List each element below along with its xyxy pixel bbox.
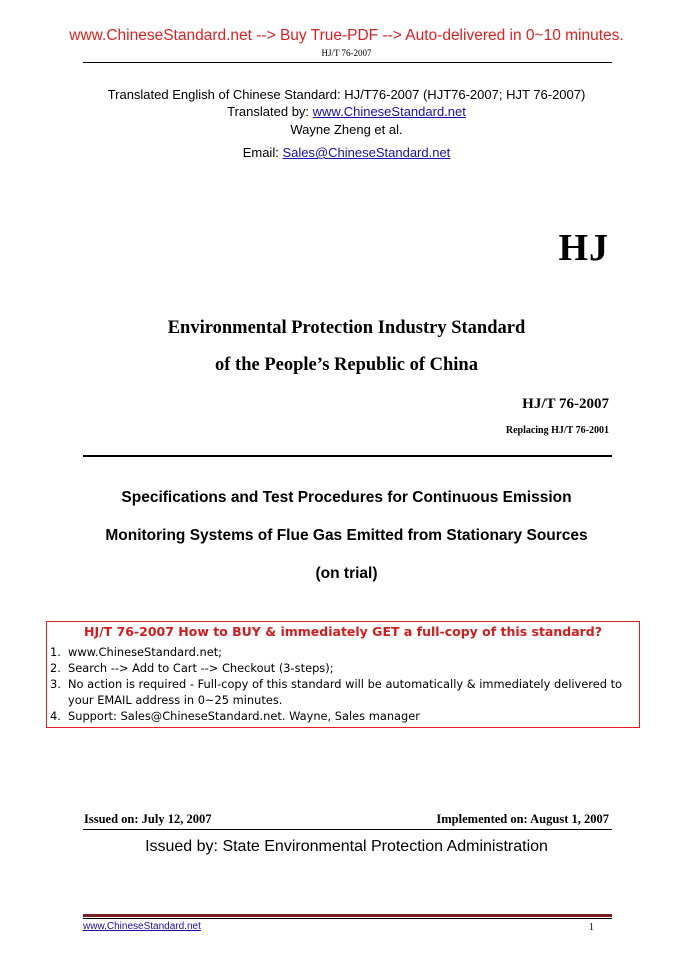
step-text: Search --> Add to Cart --> Checkout (3-steps); [68,661,334,675]
email-line [0,145,693,160]
issuing-authority: Issued by: State Environmental Protection Administration [145,838,548,855]
list-item: 2. Search --> Add to Cart --> Checkout (3-steps); [50,660,622,676]
translators: Wayne Zheng et al. [290,122,403,137]
purchase-box-title: HJ/T 76-2007 How to BUY & immediately GET a full-copy of this standard? [83,624,603,639]
header-divider [83,62,612,63]
standard-title-line1: Environmental Protection Industry Standard [167,318,526,338]
purchase-steps-list [50,644,622,724]
translated-by-line [0,104,693,119]
standard-title-line2: of the People’s Republic of China [215,355,478,375]
implemented-on-date: Implemented on: August 1, 2007 [436,812,609,826]
translation-notice: Translated English of Chinese Standard: HJ/T76-2007 (HJT76-2007; HJT 76-2007) [107,87,586,102]
top-banner[interactable]: www.ChineseStandard.net --> Buy True-PDF --> Auto-delivered in 0~10 minutes. [69,27,624,44]
translated-by-label: Translated by: [227,104,313,119]
list-item: 1. www.ChineseStandard.net; [50,644,622,660]
email-link[interactable]: Sales@ChineseStandard.net [282,145,451,160]
step-text-continued: your EMAIL address in 0~25 minutes. [68,693,283,707]
list-item: 3. No action is required - Full-copy of this standard will be automatically & immediately delivered to your EMAIL address in 0~25 minutes. [50,677,623,707]
list-item: 4. Support: Sales@ChineseStandard.net. Wayne, Sales manager [50,708,622,724]
support-text: Support: Sales@ChineseStandard.net. Wayne, Sales manager [68,709,420,723]
replacing-note: Replacing HJ/T 76-2001 [505,425,609,436]
title-divider [83,455,612,457]
standard-logo-code: HJ [558,227,609,269]
footer-divider-thick [83,914,612,917]
document-title-line1: Specifications and Test Procedures for Continuous Emission [121,489,572,506]
site-link[interactable]: www.ChineseStandard.net; [68,645,223,659]
issue-divider [83,829,612,830]
translator-site-link[interactable]: www.ChineseStandard.net [312,104,466,119]
footer-divider-thin [83,918,612,919]
purchase-info-box [46,621,640,728]
email-label: Email: [242,145,283,160]
document-title-line2: Monitoring Systems of Flue Gas Emitted from Stationary Sources [105,527,588,544]
document-title-line3: (on trial) [315,565,378,582]
page-number: 1 [589,922,594,933]
issued-on-date: Issued on: July 12, 2007 [84,812,212,826]
standard-code: HJ/T 76-2007 [522,396,609,412]
running-header-code: HJ/T 76-2007 [321,48,372,58]
step-text: No action is required - Full-copy of this standard will be automatically & immediately delivered to [68,677,623,691]
footer-site-link[interactable]: www.ChineseStandard.net [83,921,201,932]
